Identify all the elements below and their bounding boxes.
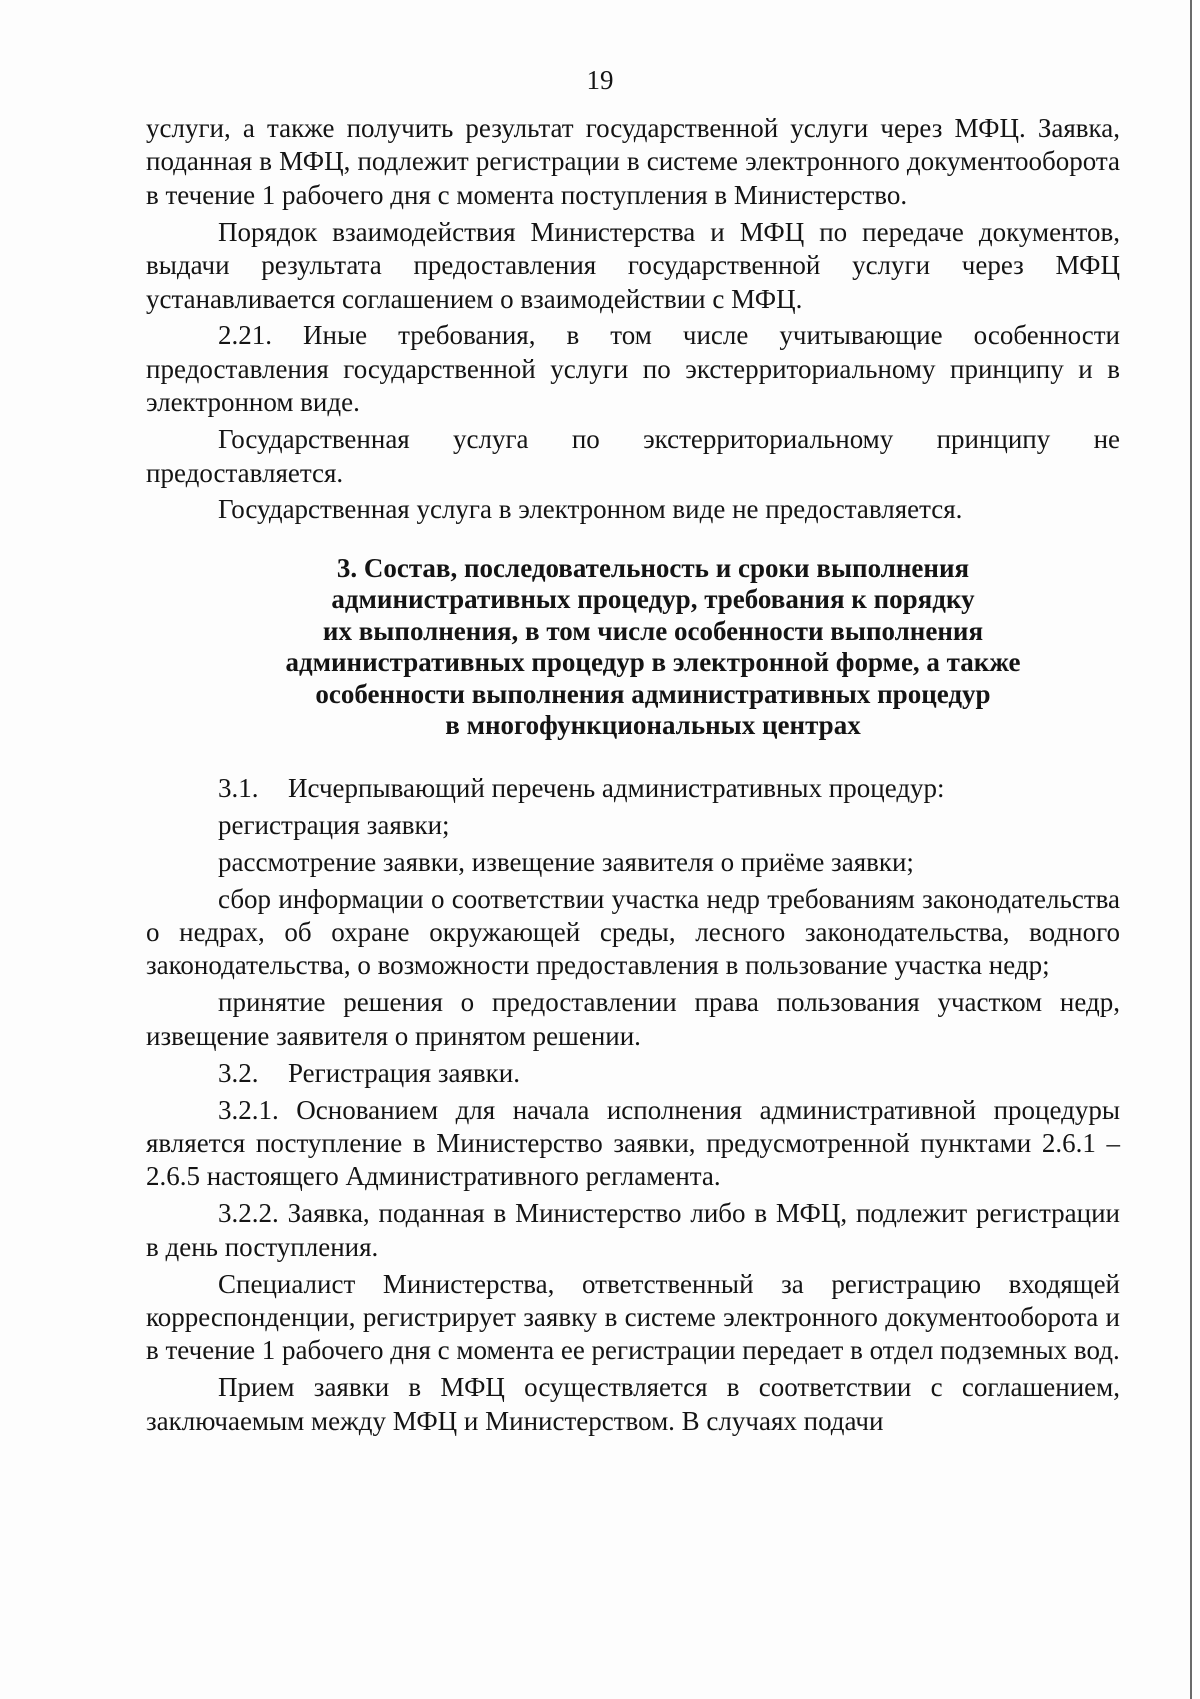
section-heading-line: административных процедур, требования к порядку — [331, 584, 975, 615]
page-number: 19 — [586, 65, 614, 95]
item-3-2 — [146, 1057, 1120, 1090]
item-3-1 — [146, 772, 1120, 805]
paragraph-continuation: услуги, а также получить результат государственной услуги через МФЦ. Заявка, поданная в МФЦ, подлежит регистрации в системе электронного документооборота в течение 1 рабочего дня с момента поступления в Министерство. — [146, 113, 1120, 210]
item-number: 3.1. — [218, 772, 259, 803]
section-heading-line: особенности выполнения административных процедур — [315, 678, 991, 709]
paragraph-3-2-2: 3.2.2. Заявка, поданная в Министерство либо в МФЦ, подлежит регистрации в день поступления. — [146, 1198, 1120, 1262]
paragraph-electronic: Государственная услуга в электронном виде не предоставляется. — [218, 494, 963, 525]
paragraph-2-21: 2.21. Иные требования, в том числе учитывающие особенности предоставления государственной услуги по экстерриториальному принципу и в электронном виде. — [146, 320, 1120, 418]
list-item: сбор информации о соответствии участка недр требованиям законодательства о недрах, об охране окружающей среды, лесного законодательства, водного законодательства, о возможности предоставления в пользование участка недр; — [146, 883, 1120, 981]
paragraph-interaction-order: Порядок взаимодействия Министерства и МФЦ по передаче документов, выдачи результата предоставления государственной услуги через МФЦ устанавливается соглашением о взаимодействии с МФЦ. — [146, 216, 1120, 314]
item-text: Исчерпывающий перечень административных процедур: — [288, 772, 945, 803]
document-body — [146, 112, 1120, 1442]
paragraph-specialist: Специалист Министерства, ответственный за регистрацию входящей корреспонденции, регистрирует заявку в системе электронного документооборота и в течение 1 рабочего дня с момента ее регистрации передает в отдел подземных вод. — [146, 1268, 1120, 1366]
section-heading-line: 3. Состав, последовательность и сроки выполнения — [336, 552, 970, 583]
section-heading-line: административных процедур в электронной форме, а также — [285, 647, 1021, 678]
item-text: Регистрация заявки. — [288, 1057, 520, 1088]
list-item: принятие решения о предоставлении права пользования участком недр, извещение заявителя о принятом решении. — [146, 987, 1120, 1051]
section-heading — [146, 553, 1120, 742]
paragraph-3-2-1: 3.2.1. Основанием для начала исполнения административной процедуры является поступление в Министерство заявки, предусмотренной пунктами 2.6.1 – 2.6.5 настоящего Административного регламента. — [146, 1094, 1120, 1192]
page-edge-line — [1190, 0, 1192, 1699]
list-item: рассмотрение заявки, извещение заявителя о приёме заявки; — [218, 846, 914, 877]
section-heading-line: в многофункциональных центрах — [445, 710, 861, 741]
section-heading-line: их выполнения, в том числе особенности выполнения — [322, 615, 984, 646]
list-item: регистрация заявки; — [218, 809, 450, 840]
paragraph-extraterritorial: Государственная услуга по экстерриториальному принципу не предоставляется. — [146, 424, 1120, 488]
item-number: 3.2. — [218, 1057, 259, 1088]
paragraph-mfc-reception: Прием заявки в МФЦ осуществляется в соответствии с соглашением, заключаемым между МФЦ и Министерством. В случаях подачи — [146, 1372, 1120, 1436]
